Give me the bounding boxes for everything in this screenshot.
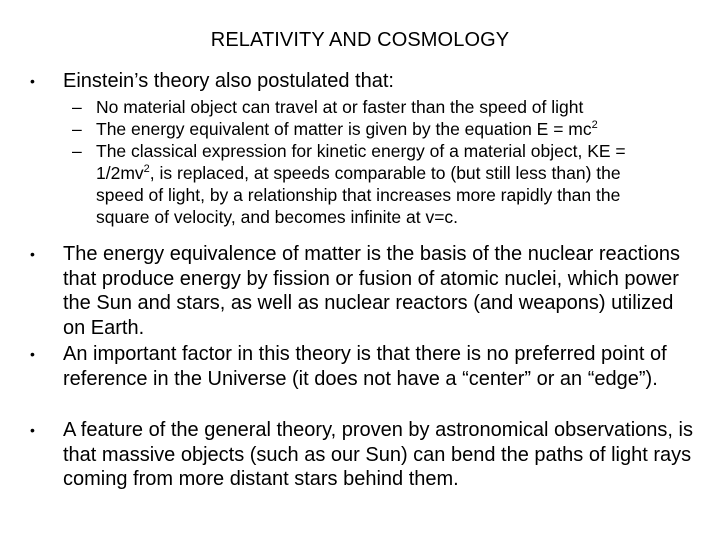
dash-marker: – [72, 97, 82, 117]
dash-marker: – [72, 141, 82, 161]
dash-marker: – [72, 119, 82, 139]
text-segment: , is replaced, at speeds comparable to (but still less than) the speed of light, by a relationship that increases more rapidly than the square of velocity, and becomes infinite at v=c. [96, 163, 621, 227]
equation-text: The energy equivalent of matter is given by the equation E = mc [96, 119, 592, 139]
bullet-text: Einstein’s theory also postulated that: [63, 70, 394, 92]
sub-bullet-text [96, 140, 671, 228]
bullet-marker: • [30, 422, 35, 438]
bullet-text: A feature of the general theory, proven by astronomical observations, is that massive objects (such as our Sun) can bend the paths of light rays coming from more distant stars behind them. [63, 419, 693, 491]
sub-bullet-text: No material object can travel at or faster than the speed of light [96, 97, 584, 117]
bullet-item-2 [30, 242, 693, 340]
bullet-marker: • [30, 346, 35, 362]
bullet-item-4 [30, 418, 693, 492]
bullet-item-3 [30, 342, 693, 391]
sub-bullet-item-1 [72, 96, 672, 118]
superscript: 2 [591, 119, 598, 131]
text-segment: The classical expression for kinetic energy of a material object, KE = 1/2mv [96, 141, 626, 183]
sub-bullet-text [96, 118, 671, 140]
sub-bullet-item-2 [72, 118, 672, 140]
bullet-item-1 [30, 68, 663, 94]
sub-bullet-item-3 [72, 140, 672, 228]
bullet-text: The energy equivalence of matter is the basis of the nuclear reactions that produce energy by fission or fusion of atomic nuclei, which power the Sun and stars, as well as nuclear reactors (and weapons) utilized on Earth. [63, 243, 681, 339]
bullet-text: An important factor in this theory is that there is no preferred point of reference in the Universe (it does not have a “center” or an “edge”). [63, 343, 667, 390]
bullet-marker: • [30, 73, 35, 89]
sub-bullet-list [72, 96, 672, 228]
bullet-marker: • [30, 246, 35, 262]
superscript: 2 [143, 163, 150, 175]
slide-title: RELATIVITY AND COSMOLOGY [210, 29, 510, 51]
